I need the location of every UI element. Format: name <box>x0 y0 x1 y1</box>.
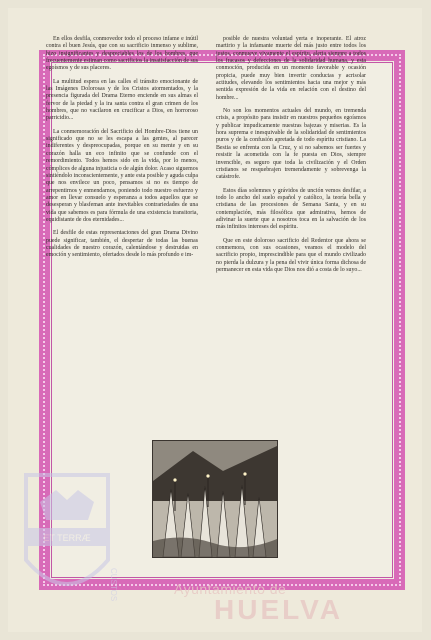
paragraph: No son los momentos actuales del mundo, en tremenda crisis, a propósito para insistir en nuestros pequeños egoísmos y publicar impudicamente nuestras bajezas y miserias. Es la hora suprema e inesquivable de la solidaridad de sentimientos puros y de la confusión apretada de todo espíritu cristiano. La Bestia se enfrenta con la Cruz, y si no sabemos ser fuertes y resistir la acometida con la fe puesta en Dios, siempre invencible, es seguro que toda la civilización y el Orden cristianos se resquebrajen tremendamente y sobrevenga la catástrofe. <box>216 108 366 181</box>
crest-side-text: CUSTOS <box>109 568 118 602</box>
crest-motto-text: ET TERRÆ <box>43 533 91 543</box>
paragraph: Estos días solemnes y grávidos de unción vemos desfilar, a todo lo ancho del suelo español y católico, la teoría bella y cristiana de las procesiones de Semana Santa, y en su contemplación, más filosófica que admirativa, hemos de adivinar la suerte que a nosotros toca en la salvación de los más infinitos intereses del espíritu. <box>216 187 366 231</box>
paragraph: Que en este doloroso sacrificio del Redentor que ahora se conmemora, con sus ocasiones, veamos el modelo del sacrificio propio, imprescindible para que el mundo civilizado no pierda la dulzura y la pena del vivir única forma dichosa de permanecer en esta vida que Dios nos dió a costa de lo suyo... <box>216 237 366 273</box>
paragraph: posible de nuestra voluntad yerta e inoperante. El atroz martirio y la infamante muerte del más justo entre todos los justos, conmueve vivamente el espíritu, alerta siempre a todos los fracasos y defecciones de la solidaridad humana, y esta conmoción, producida en un momento favorable y ocasión propicia, puede muy bien invertir conductas y acrisolar actitudes, elevando los sentimientos hacia una mejor y más sentida expresión de la vida en relación con el destino del hombre... <box>216 36 366 101</box>
watermark-text-lower: HUELVA <box>214 594 343 625</box>
watermark-text-upper: Ayuntamiento de <box>174 581 287 597</box>
text-column-left <box>46 36 198 266</box>
paragraph: El desfile de estas representaciones del gran Drama Divino puede significar, también, el despertar de todas las buenas cualidades de nuestro corazón, calentándose y destruidas en emoción y sentimiento, ofertados desde lo más profundo e im- <box>46 230 198 259</box>
procession-illustration <box>152 440 278 558</box>
paragraph: La conmemoración del Sacrificio del Hombre-Dios tiene un significado que no se les escapa a las gentes, al parecer indiferentes y despreocupadas, porque en su mente y en su corazón halla un eco infinito que se confunde con el remordimiento. Todos hemos sido en la vida, por lo menos, cómplices de alguna injusticia o de algún dolor. Acaso siguemos sintiéndolo inconscientemente, y ante esta posible y aguda culpa que nos envilece un poco, pensamos si no es tiempo de arrepentirnos y enmendarnos, poniendo todo nuestro esfuerzo y amor en llevar consuelo y esperanza a todos aquellos que se desesperan y blasfeman ante inevitables contrariedades de una vida que sabemos es para fórmula de una existencia transitoria, equidistante de dos eternidades... <box>46 128 198 223</box>
text-column-right <box>216 36 366 280</box>
paragraph: La multitud espera en las calles el tránsito emocionante de las Imágenes Dolorosas y de los Cristos atormentados, y la presencia figurada del Drama Eterno enciende en sus almas el fervor de la piedad y la ira santa contra el gran crimen de los hombres, que no vacilaron en crucificar a Dios, en horroroso parricidio... <box>46 78 198 122</box>
paragraph: En ellos desfila, conmovedor todo el proceso infame e inútil contra el buen Jesús, que con su sacrificio inmenso y sublime, hizo insignificantes y despreciables los de los hombres, que frecuentemente estiman como sacrificios la insatisfacción de sus egoísmos y de sus placeres. <box>46 36 198 72</box>
city-crest-watermark <box>18 440 116 610</box>
